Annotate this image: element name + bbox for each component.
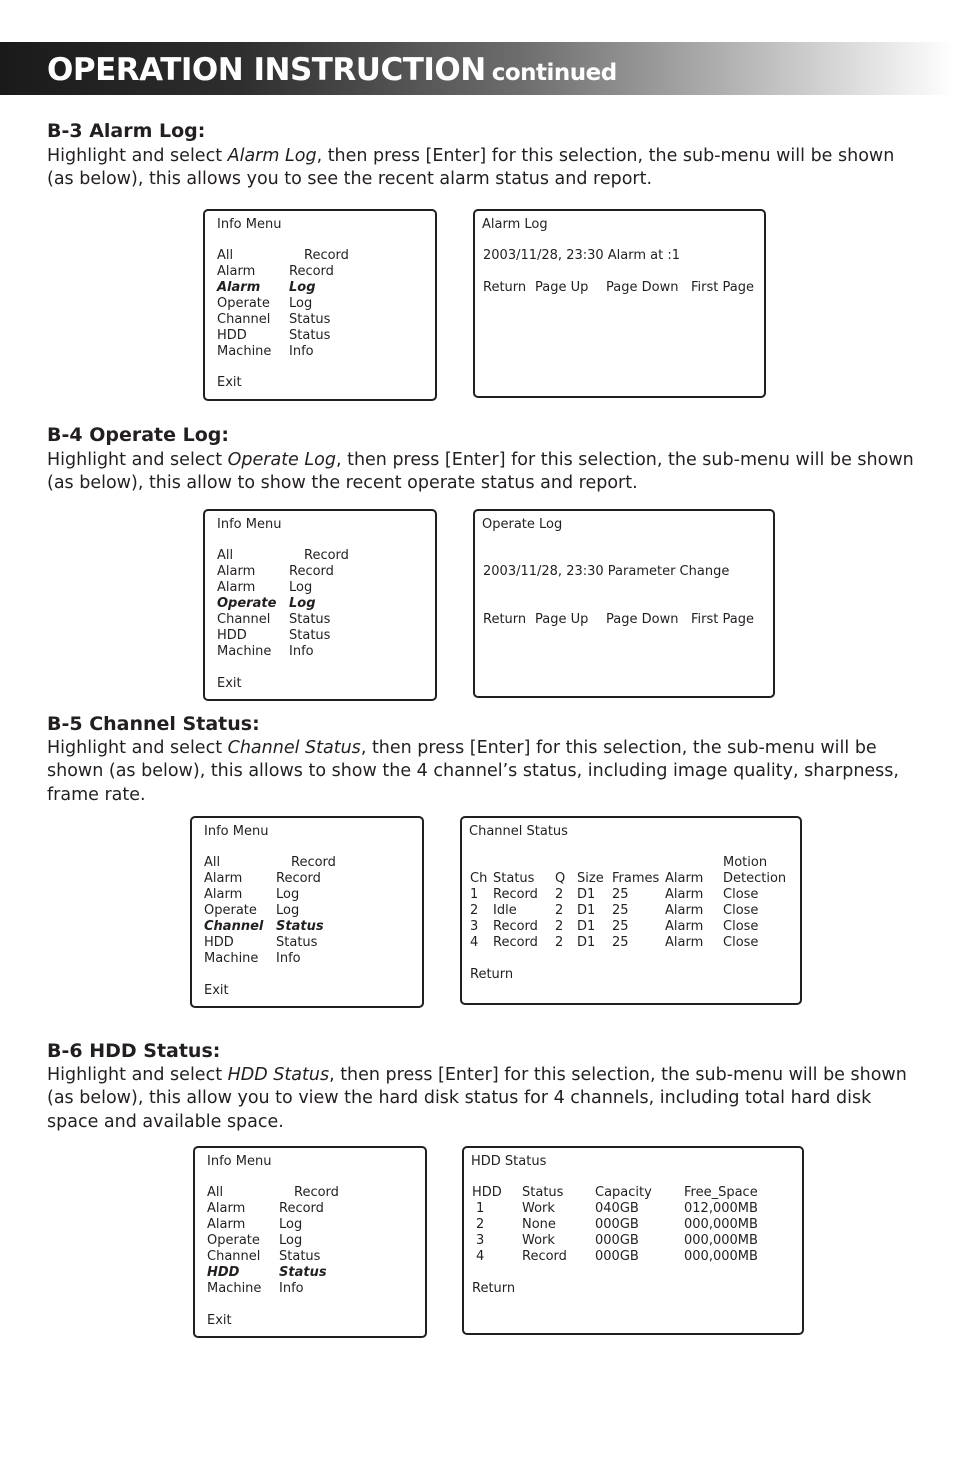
- info-menu-box: Info Menu All Record Alarm Record Alarm Log Operate Log Channel Status HDD Status Machine Info Exit: [190, 816, 424, 1008]
- section-title-hdd-status: B-6 HDD Status:: [47, 1040, 221, 1062]
- return-button[interactable]: Return: [472, 1281, 516, 1296]
- page-up-button[interactable]: Page Up: [535, 612, 589, 627]
- table-row: 1 Work 040GB 012,000MB: [476, 1201, 758, 1216]
- section-text-hdd-status: Highlight and select HDD Status, then press [Enter] for this selection, the sub-menu will be shown (as below), this allow you to view the hard disk status for 4 channels, including total hard disk space and available space.: [47, 1065, 907, 1132]
- page-title: OPERATION INSTRUCTION continued: [47, 52, 617, 88]
- channel-status-panel: [460, 816, 802, 1005]
- section-text-operate-log: Highlight and select Operate Log, then press [Enter] for this selection, the sub-menu will be shown (as below), this allow to show the recent operate status and report.: [47, 450, 914, 494]
- motion-header: Motion: [723, 855, 768, 870]
- menu-item-exit[interactable]: Exit: [217, 676, 242, 691]
- info-menu-title: Info Menu: [217, 517, 282, 532]
- table-row: 4 Record 000GB 000,000MB: [476, 1249, 758, 1264]
- page-down-button[interactable]: Page Down: [606, 280, 679, 295]
- section-text-alarm-log: Highlight and select Alarm Log, then press [Enter] for this selection, the sub-menu will be shown (as below), this allows you to see the recent alarm status and report.: [47, 146, 895, 190]
- section-title-channel-status: B-5 Channel Status:: [47, 713, 260, 735]
- hdd-status-panel: [462, 1146, 804, 1335]
- alarm-log-panel: [473, 209, 766, 398]
- table-row: 1 Record 2 D1 25 Alarm Close: [470, 887, 759, 902]
- return-button[interactable]: Return: [483, 612, 527, 627]
- alarm-log-title: Alarm Log: [482, 217, 548, 232]
- table-row: 2 Idle 2 D1 25 Alarm Close: [470, 903, 759, 918]
- channel-status-title: Channel Status: [469, 824, 568, 839]
- info-menu-box: Info Menu All Record Alarm Record Alarm Log Operate Log Channel Status HDD Status Machine Info Exit: [203, 509, 437, 701]
- operate-log-panel: [473, 509, 775, 698]
- return-button[interactable]: Return: [483, 280, 527, 295]
- table-row: 3 Work 000GB 000,000MB: [476, 1233, 758, 1248]
- table-header: Ch Status Q Size Frames Alarm Detection: [470, 871, 787, 886]
- section-title-operate-log: B-4 Operate Log:: [47, 424, 229, 446]
- operate-log-title: Operate Log: [482, 517, 563, 532]
- info-menu-box: Info Menu All Record Alarm Record Alarm Log Operate Log Channel Status HDD Status Machine Info Exit: [193, 1146, 427, 1338]
- info-menu-box: Info Menu All Record Alarm Record Alarm Log Operate Log Channel Status HDD Status Machine Info Exit: [203, 209, 437, 401]
- menu-item-exit[interactable]: Exit: [217, 375, 242, 390]
- section-text-channel-status: Highlight and select Channel Status, then press [Enter] for this selection, the sub-menu will be shown (as below), this allows to show the 4 channel’s status, including image quality, sharpness, frame rate.: [47, 738, 899, 805]
- hdd-status-title: HDD Status: [471, 1154, 547, 1169]
- page-down-button[interactable]: Page Down: [606, 612, 679, 627]
- operate-log-entry: 2003/11/28, 23:30 Parameter Change: [483, 564, 730, 579]
- table-header: HDD Status Capacity Free_Space: [472, 1185, 758, 1200]
- page-up-button[interactable]: Page Up: [535, 280, 589, 295]
- first-page-button[interactable]: First Page: [691, 280, 754, 295]
- table-row: 3 Record 2 D1 25 Alarm Close: [470, 919, 759, 934]
- menu-item-exit[interactable]: Exit: [207, 1313, 232, 1328]
- info-menu-title: Info Menu: [217, 217, 282, 232]
- info-menu-title: Info Menu: [207, 1154, 272, 1169]
- table-row: 2 None 000GB 000,000MB: [476, 1217, 758, 1232]
- return-button[interactable]: Return: [470, 967, 514, 982]
- page-subtitle: continued: [491, 60, 617, 86]
- alarm-log-entry: 2003/11/28, 23:30 Alarm at :1: [483, 248, 681, 263]
- first-page-button[interactable]: First Page: [691, 612, 754, 627]
- section-title-alarm-log: B-3 Alarm Log:: [47, 120, 206, 142]
- menu-item-exit[interactable]: Exit: [204, 983, 229, 998]
- table-row: 4 Record 2 D1 25 Alarm Close: [470, 935, 759, 950]
- info-menu-title: Info Menu: [204, 824, 269, 839]
